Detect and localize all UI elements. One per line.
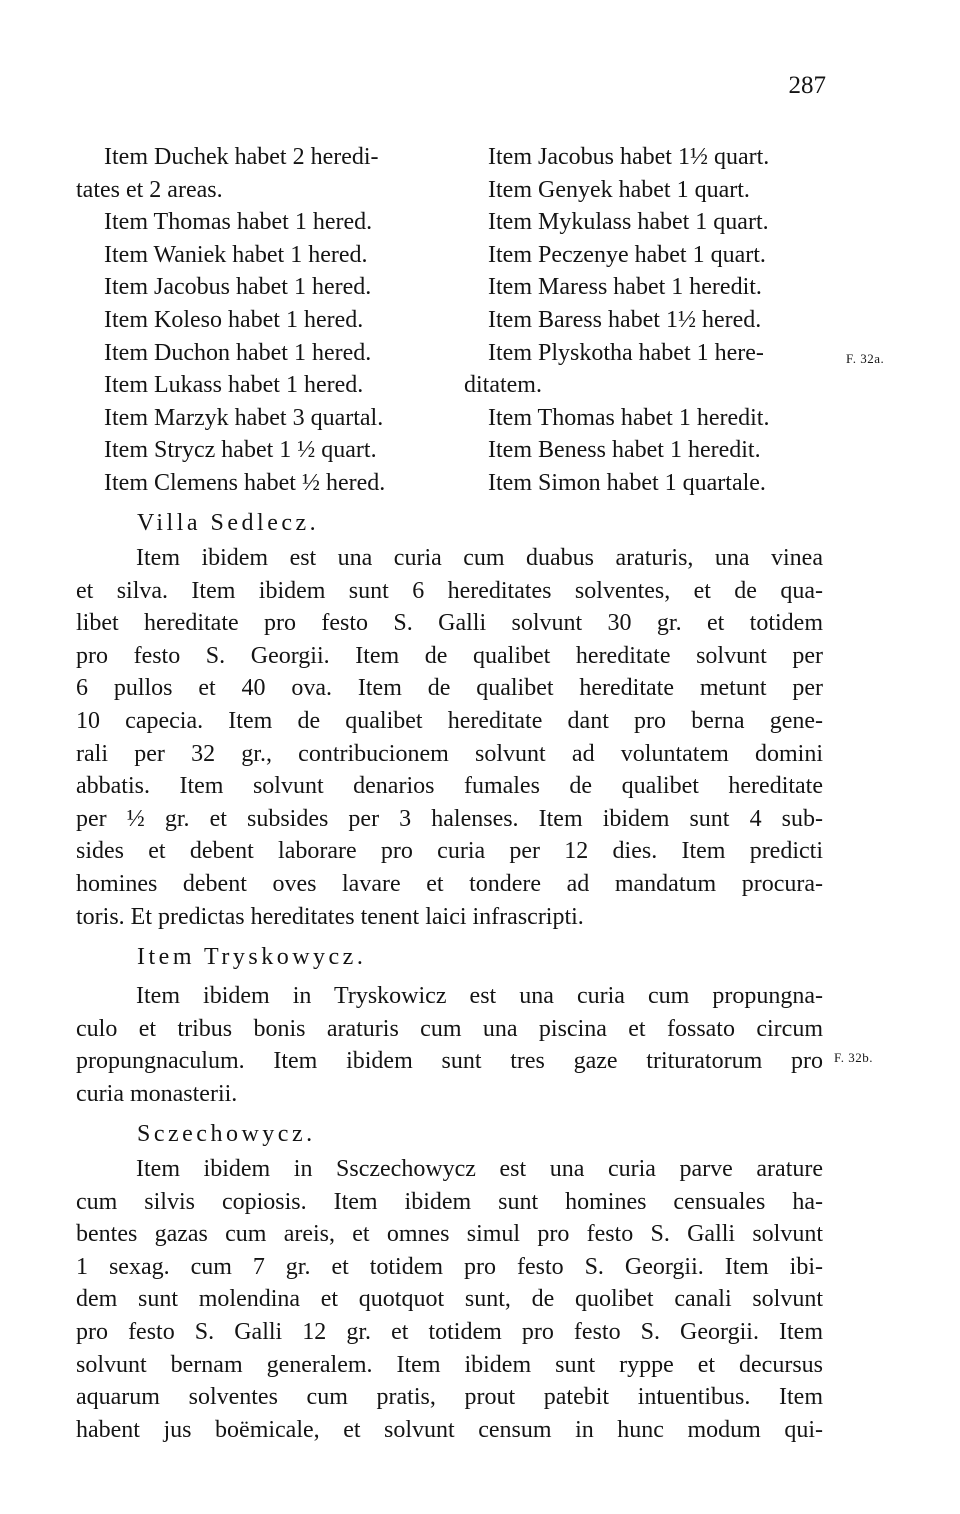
paragraph-line: Item ibidem in Ssczechowycz est una curia parve arature (136, 1156, 823, 1182)
list-item: Item Strycz habet 1 ½ quart. (104, 437, 377, 464)
list-item: Item Peczenye habet 1 quart. (488, 241, 766, 268)
page-number: 287 (788, 72, 826, 99)
section-body-sczechowycz (76, 1153, 823, 1446)
paragraph-line: abbatis. Item solvunt denarios fumales de qualibet hereditate (76, 773, 823, 800)
paragraph-line: 6 pullos et 40 ova. Item de qualibet hereditate metunt per (76, 675, 823, 702)
right-column-list (464, 141, 828, 500)
paragraph-line: culo et tribus bonis araturis cum una piscina et fossato circum (76, 1015, 823, 1042)
list-item: Item Clemens habet ½ hered. (104, 469, 386, 496)
section-heading-sczechowycz: Sczechowycz. (137, 1121, 316, 1147)
paragraph-line: libet hereditate pro festo S. Galli solvunt 30 gr. et totidem (76, 610, 823, 637)
list-item: Item Jacobus habet 1 hered. (104, 274, 372, 301)
margin-note-folio: F. 32b. (834, 1050, 873, 1065)
paragraph-line: Item ibidem est una curia cum duabus araturis, una vinea (136, 545, 823, 571)
paragraph-line: 10 capecia. Item de qualibet hereditate dant pro berna gene- (76, 707, 823, 734)
left-column-list (76, 141, 459, 500)
paragraph-line: habent jus boëmicale, et solvunt censum in hunc modum qui- (76, 1416, 823, 1443)
paragraph-line: propungnaculum. Item ibidem sunt tres gaze trituratorum pro (76, 1048, 823, 1075)
paragraph-line: dem sunt molendina et quotquot sunt, de quolibet canali solvunt (76, 1286, 823, 1313)
list-item: Item Simon habet 1 quartale. (488, 469, 766, 496)
paragraph-line: sides et debent laborare pro curia per 12 dies. Item predicti (76, 838, 823, 865)
paragraph-line: bentes gazas cum areis, et omnes simul pro festo S. Galli solvunt (76, 1221, 823, 1248)
paragraph-line: rali per 32 gr., contribucionem solvunt ad voluntatem domini (76, 740, 823, 767)
section-heading-villa-sedlecz: Villa Sedlecz. (137, 510, 320, 536)
list-item-continuation: ditatem. (464, 372, 542, 399)
list-item: Item Beness habet 1 heredit. (488, 437, 761, 464)
list-item: Item Baress habet 1½ hered. (488, 306, 762, 333)
list-item: Item Thomas habet 1 hered. (104, 209, 373, 236)
paragraph-line: aquarum solventes cum pratis, prout patebit intuentibus. Item (76, 1384, 823, 1411)
list-item: Item Thomas habet 1 heredit. (488, 404, 770, 431)
paragraph-line: pro festo S. Georgii. Item de qualibet hereditate solvunt per (76, 642, 823, 669)
list-item: Item Marzyk habet 3 quartal. (104, 404, 384, 431)
paragraph-line: pro festo S. Galli 12 gr. et totidem pro festo S. Georgii. Item (76, 1318, 823, 1345)
list-item: Item Duchon habet 1 hered. (104, 339, 372, 366)
paragraph-line: 1 sexag. cum 7 gr. et totidem pro festo S. Georgii. Item ibi- (76, 1253, 823, 1280)
paragraph-line: per ½ gr. et subsides per 3 halenses. Item ibidem sunt 4 sub- (76, 805, 823, 832)
list-item: Item Plyskotha habet 1 here- (488, 339, 764, 366)
paragraph-line: et silva. Item ibidem sunt 6 hereditates solventes, et de qua- (76, 577, 823, 604)
paragraph-line: toris. Et predictas hereditates tenent laici infrascripti. (76, 903, 584, 930)
paragraph-line: curia monasterii. (76, 1080, 238, 1107)
list-item: Item Jacobus habet 1½ quart. (488, 144, 770, 170)
list-item: Item Mykulass habet 1 quart. (488, 209, 769, 236)
list-item: Item Genyek habet 1 quart. (488, 176, 750, 203)
section-body-villa-sedlecz (76, 542, 823, 933)
list-item: Item Lukass habet 1 hered. (104, 372, 364, 399)
margin-note-folio: F. 32a. (846, 351, 885, 366)
paragraph-line: solvunt bernam generalem. Item ibidem sunt ryppe et decursus (76, 1351, 823, 1378)
list-item-continuation: tates et 2 areas. (76, 176, 223, 203)
section-heading-tryskowycz: Item Tryskowycz. (137, 944, 367, 970)
list-item: Item Maress habet 1 heredit. (488, 274, 762, 301)
paragraph-line: cum silvis copiosis. Item ibidem sunt homines censuales ha- (76, 1188, 823, 1215)
list-item: Item Duchek habet 2 heredi- (104, 144, 379, 170)
list-item: Item Waniek habet 1 hered. (104, 241, 368, 268)
paragraph-line: homines debent oves lavare et tondere ad mandatum procura- (76, 870, 823, 897)
list-item: Item Koleso habet 1 hered. (104, 306, 364, 333)
section-body-tryskowycz (76, 980, 823, 1110)
paragraph-line: Item ibidem in Tryskowicz est una curia cum propungna- (136, 983, 823, 1009)
